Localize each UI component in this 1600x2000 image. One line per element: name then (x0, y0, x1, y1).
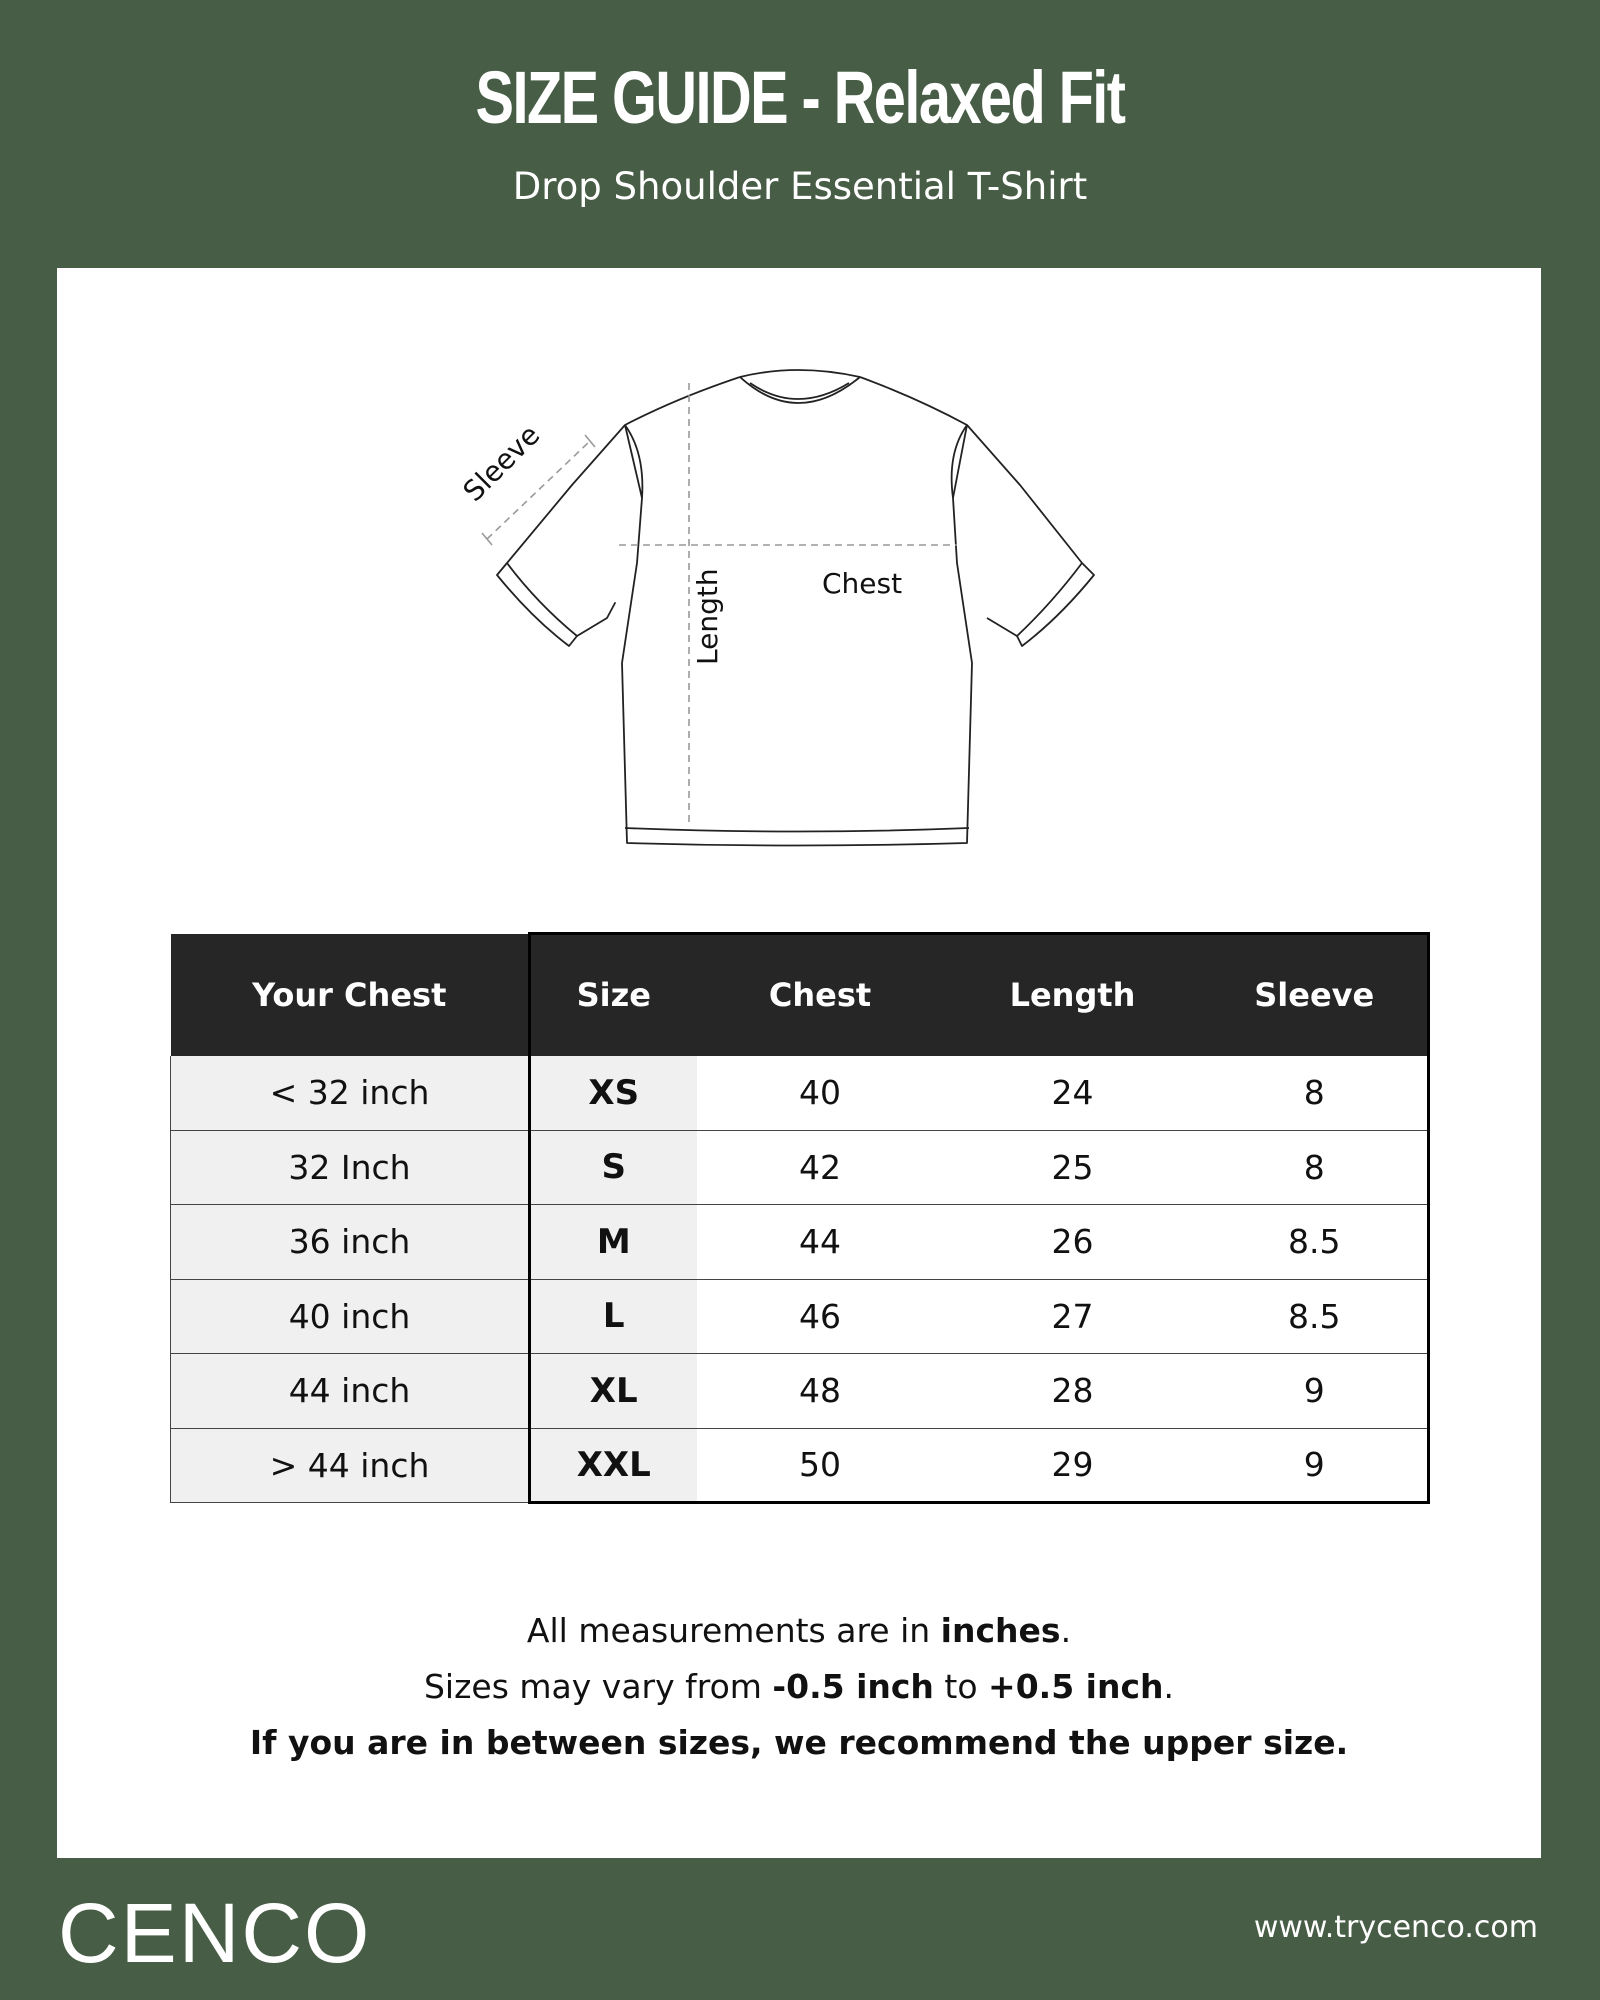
note-variance-to: to (933, 1667, 989, 1706)
your-chest-cell: 36 inch (171, 1205, 530, 1280)
table-header-row (171, 934, 1429, 1056)
header-your-chest: Your Chest (171, 934, 530, 1056)
page-subtitle: Drop Shoulder Essential T-Shirt (512, 165, 1088, 208)
note-units-bold: inches (940, 1611, 1061, 1650)
note-recommendation (57, 1715, 1541, 1771)
sleeve-cell: 9 (1202, 1354, 1429, 1429)
sleeve-cell: 8.5 (1202, 1205, 1429, 1280)
brand-logo: CENCO (58, 1886, 372, 1980)
length-label: Length (691, 568, 724, 665)
sleeve-cell: 9 (1202, 1428, 1429, 1503)
header-size: Size (530, 934, 697, 1056)
chest-cell: 46 (697, 1279, 944, 1354)
sleeve-cell: 8.5 (1202, 1279, 1429, 1354)
your-chest-cell: 40 inch (171, 1279, 530, 1354)
table-row (171, 1205, 1429, 1280)
chest-cell: 48 (697, 1354, 944, 1429)
size-cell: XS (530, 1056, 697, 1131)
your-chest-cell: 44 inch (171, 1354, 530, 1429)
table-row (171, 1056, 1429, 1131)
tshirt-icon (456, 313, 1157, 873)
note-variance-text: Sizes may vary from (423, 1667, 773, 1706)
note-units-end: . (1060, 1611, 1072, 1650)
sleeve-label: Sleeve (456, 418, 547, 508)
length-cell: 26 (944, 1205, 1202, 1280)
size-cell: S (530, 1130, 697, 1205)
length-cell: 28 (944, 1354, 1202, 1429)
chest-label: Chest (822, 567, 903, 600)
tshirt-diagram (456, 313, 1157, 873)
website-link[interactable]: www.trycenco.com (1253, 1910, 1538, 1945)
sleeve-cell: 8 (1202, 1056, 1429, 1131)
length-cell: 27 (944, 1279, 1202, 1354)
notes (57, 1603, 1541, 1771)
page-title: SIZE GUIDE - Relaxed Fit (475, 56, 1125, 139)
size-cell: L (530, 1279, 697, 1354)
note-units (57, 1603, 1541, 1659)
chest-cell: 44 (697, 1205, 944, 1280)
note-variance (57, 1659, 1541, 1715)
size-guide-panel (57, 268, 1541, 1858)
note-variance-max: +0.5 inch (988, 1667, 1164, 1706)
sleeve-cell: 8 (1202, 1130, 1429, 1205)
length-cell: 24 (944, 1056, 1202, 1131)
table-row (171, 1130, 1429, 1205)
note-units-text: All measurements are in (526, 1611, 941, 1650)
note-recommendation-text: If you are in between sizes, we recommend the upper size. (249, 1723, 1349, 1762)
note-variance-min: -0.5 inch (772, 1667, 934, 1706)
header-chest: Chest (697, 934, 944, 1056)
chest-cell: 42 (697, 1130, 944, 1205)
length-cell: 29 (944, 1428, 1202, 1503)
table-row (171, 1428, 1429, 1503)
your-chest-cell: 32 Inch (171, 1130, 530, 1205)
size-table (170, 932, 1430, 1504)
chest-cell: 40 (697, 1056, 944, 1131)
length-cell: 25 (944, 1130, 1202, 1205)
table-row (171, 1279, 1429, 1354)
your-chest-cell: > 44 inch (171, 1428, 530, 1503)
size-cell: XL (530, 1354, 697, 1429)
header-length: Length (944, 934, 1202, 1056)
chest-cell: 50 (697, 1428, 944, 1503)
table-row (171, 1354, 1429, 1429)
header-sleeve: Sleeve (1202, 934, 1429, 1056)
size-cell: XXL (530, 1428, 697, 1503)
your-chest-cell: < 32 inch (171, 1056, 530, 1131)
size-cell: M (530, 1205, 697, 1280)
note-variance-end: . (1163, 1667, 1175, 1706)
